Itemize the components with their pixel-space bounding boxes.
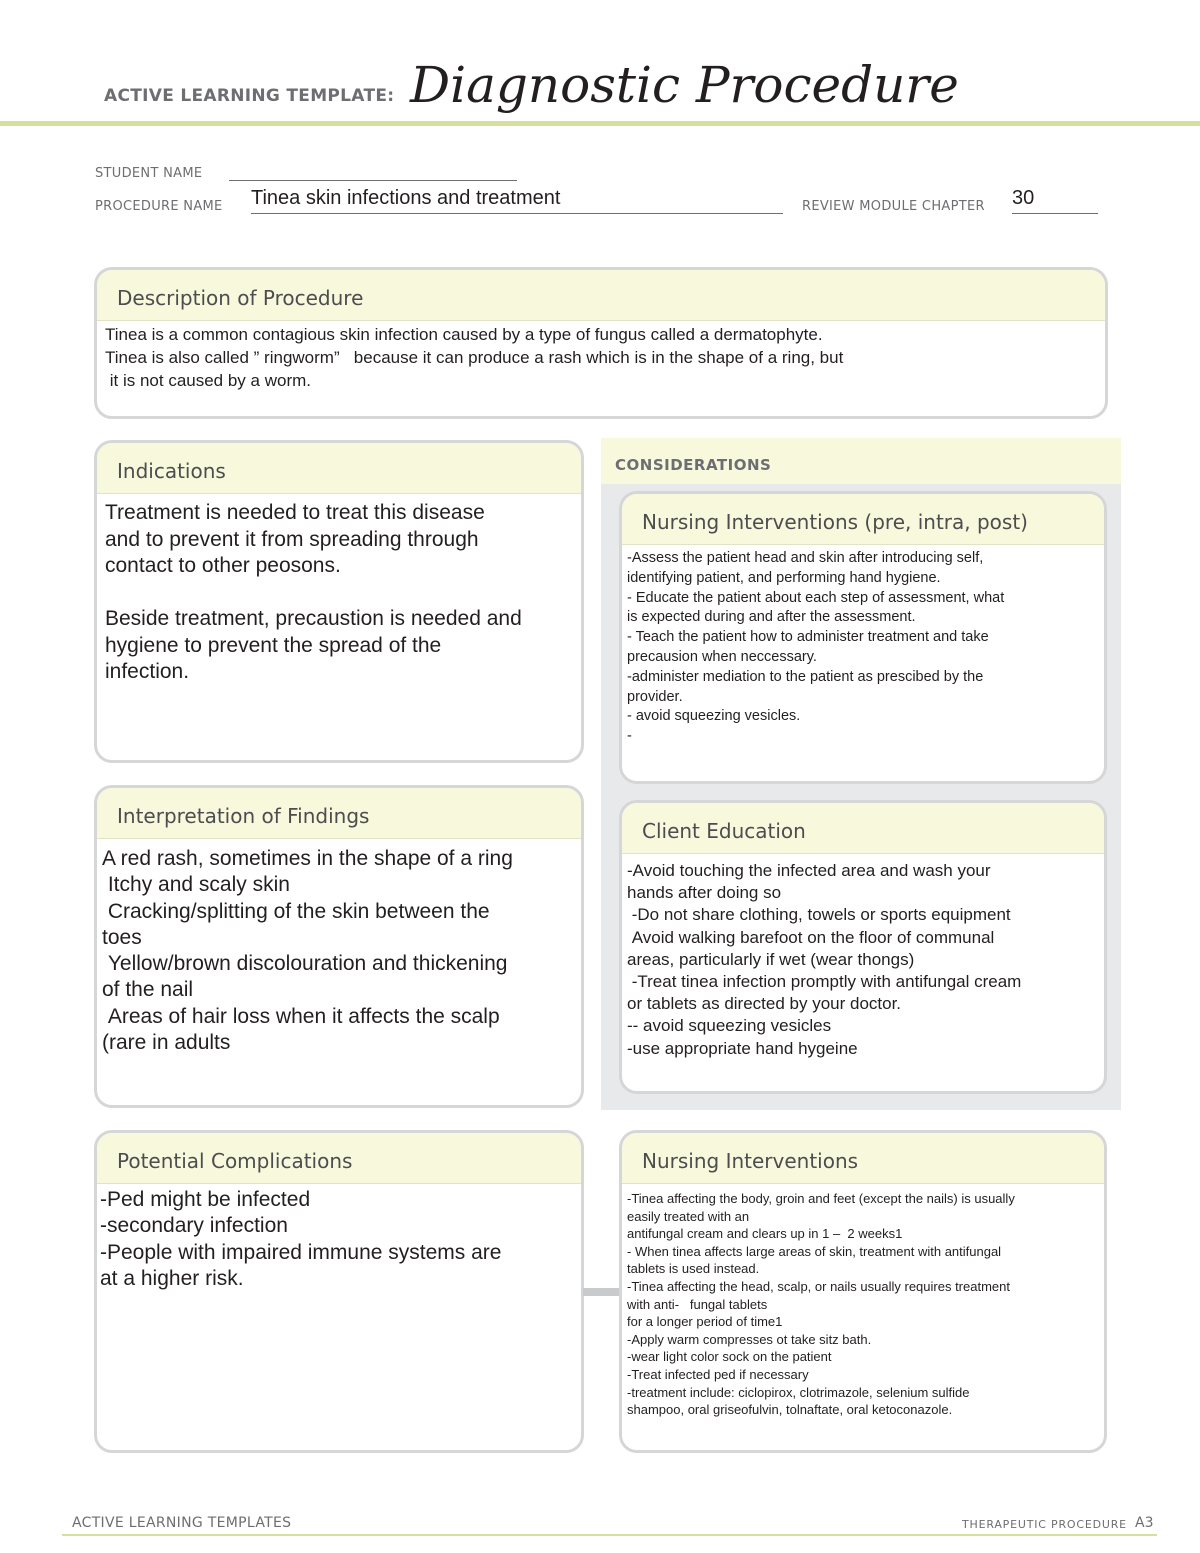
nursing-interventions-box bbox=[619, 1130, 1107, 1453]
interpretation-title: Interpretation of Findings bbox=[97, 788, 581, 839]
description-title: Description of Procedure bbox=[97, 270, 1105, 321]
description-text[interactable]: Tinea is a common contagious skin infection caused by a type of fungus called a dermatophyte. Tinea is also called ” ringworm” because it can produce a rash which is in the shape of a ring, but it is not caused by a worm. bbox=[105, 325, 844, 390]
nursing-interventions-pip-text[interactable]: -Assess the patient head and skin after introducing self, identifying patient, and performing hand hygiene. - Educate the patient about each step of assessment, what is expected during and after the assessment. - Teach the patient how to administer treatment and take precausion when neccessary. -administer mediation to the patient as prescibed by the provider. - avoid squeezing vesicles. - bbox=[627, 550, 1005, 745]
footer-divider bbox=[62, 1534, 1157, 1536]
review-module-label: REVIEW MODULE CHAPTER bbox=[802, 199, 985, 214]
review-module-field[interactable]: 30 bbox=[1012, 187, 1098, 214]
description-box bbox=[94, 267, 1108, 419]
complications-text[interactable]: -Ped might be infected -secondary infection -People with impaired immune systems are at a higher risk. bbox=[100, 1188, 502, 1290]
interpretation-box bbox=[94, 785, 584, 1108]
complications-box bbox=[94, 1130, 584, 1453]
nursing-interventions-title: Nursing Interventions bbox=[622, 1133, 1104, 1184]
footer-left: ACTIVE LEARNING TEMPLATES bbox=[72, 1515, 292, 1531]
footer-page-number: A3 bbox=[1135, 1515, 1154, 1531]
procedure-name-label: PROCEDURE NAME bbox=[95, 199, 223, 214]
student-name-field[interactable] bbox=[229, 160, 517, 181]
connector-bar bbox=[583, 1288, 621, 1296]
interpretation-text[interactable]: A red rash, sometimes in the shape of a ring Itchy and scaly skin Cracking/splitting of the skin between the toes Yellow/brown discolouration and thickening of the nail Areas of hair loss when it affects the scalp (rare in adults bbox=[102, 847, 513, 1055]
nursing-interventions-text[interactable]: -Tinea affecting the body, groin and feet (except the nails) is usually easily treated with an antifungal cream and clears up in 1 – 2 weeks1 - When tinea affects large areas of skin, treatment with antifungal tablets is used instead. -Tinea affecting the head, scalp, or nails usually requires treatment with anti- fungal tablets for a longer period of time1 -Apply warm compresses ot take sitz bath. -wear light color sock on the patient -Treat infected ped if necessary -treatment include: ciclopirox, clotrimazole, selenium sulfide shampoo, oral griseofulvin, tolnaftate, oral ketoconazole. bbox=[627, 1191, 1015, 1418]
indications-box bbox=[94, 440, 584, 763]
nursing-interventions-pip-title: Nursing Interventions (pre, intra, post) bbox=[622, 494, 1104, 545]
client-education-box bbox=[619, 800, 1107, 1094]
complications-title: Potential Complications bbox=[97, 1133, 581, 1184]
header-divider bbox=[0, 121, 1200, 126]
nursing-interventions-pip-box bbox=[619, 491, 1107, 784]
client-education-title: Client Education bbox=[622, 803, 1104, 854]
client-education-text[interactable]: -Avoid touching the infected area and wash your hands after doing so -Do not share clothing, towels or sports equipment Avoid walking barefoot on the floor of communal areas, particularly if wet (wear thongs) -Treat tinea infection promptly with antifungal cream or tablets as directed by your doctor. -- avoid squeezing vesicles -use appropriate hand hygeine bbox=[627, 861, 1022, 1058]
template-label: ACTIVE LEARNING TEMPLATE: bbox=[104, 86, 395, 106]
indications-title: Indications bbox=[97, 443, 581, 494]
page-title: Diagnostic Procedure bbox=[410, 56, 959, 114]
procedure-name-field[interactable]: Tinea skin infections and treatment bbox=[251, 187, 783, 214]
footer-right: THERAPEUTIC PROCEDURE bbox=[962, 1518, 1127, 1531]
considerations-label: CONSIDERATIONS bbox=[615, 456, 772, 474]
student-name-label: STUDENT NAME bbox=[95, 166, 203, 181]
indications-text[interactable]: Treatment is needed to treat this disease and to prevent it from spreading through contact to other peosons. Beside treatment, precaustion is needed and hygiene to prevent the spread of the infection. bbox=[105, 501, 522, 683]
